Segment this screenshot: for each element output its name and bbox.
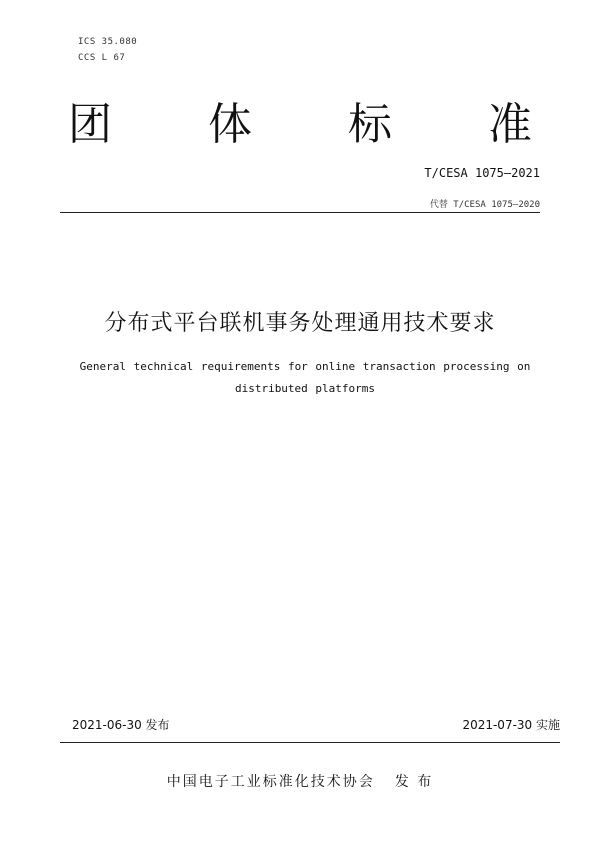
- issuer-line: [0, 771, 600, 791]
- heading-char-3: 标: [348, 99, 392, 150]
- publication-date: 2021-06-30 发布: [72, 718, 170, 732]
- top-divider: [60, 212, 540, 213]
- standard-type-heading: [60, 88, 540, 152]
- ics-code: ICS 35.080: [78, 37, 138, 47]
- heading-char-1: 团: [68, 99, 112, 150]
- issuer-name: 中国电子工业标准化技术协会: [166, 774, 375, 790]
- heading-char-2: 体: [208, 99, 252, 150]
- classification-codes: [78, 34, 137, 66]
- ccs-code: CCS L 67: [78, 53, 126, 63]
- english-title: [60, 356, 550, 400]
- english-title-line-1: General technical requirements for online transaction processing on: [79, 360, 531, 373]
- replaces-standard: 代替 T/CESA 1075—2020: [429, 200, 540, 210]
- implementation-date: 2021-07-30 实施: [462, 718, 560, 732]
- standard-number: T/CESA 1075—2021: [424, 166, 540, 180]
- english-title-line-2: distributed platforms: [234, 382, 376, 395]
- bottom-divider: [60, 742, 560, 743]
- issuer-action: 发 布: [394, 774, 434, 790]
- chinese-title: 分布式平台联机事务处理通用技术要求: [104, 311, 496, 336]
- heading-char-4: 准: [488, 99, 532, 150]
